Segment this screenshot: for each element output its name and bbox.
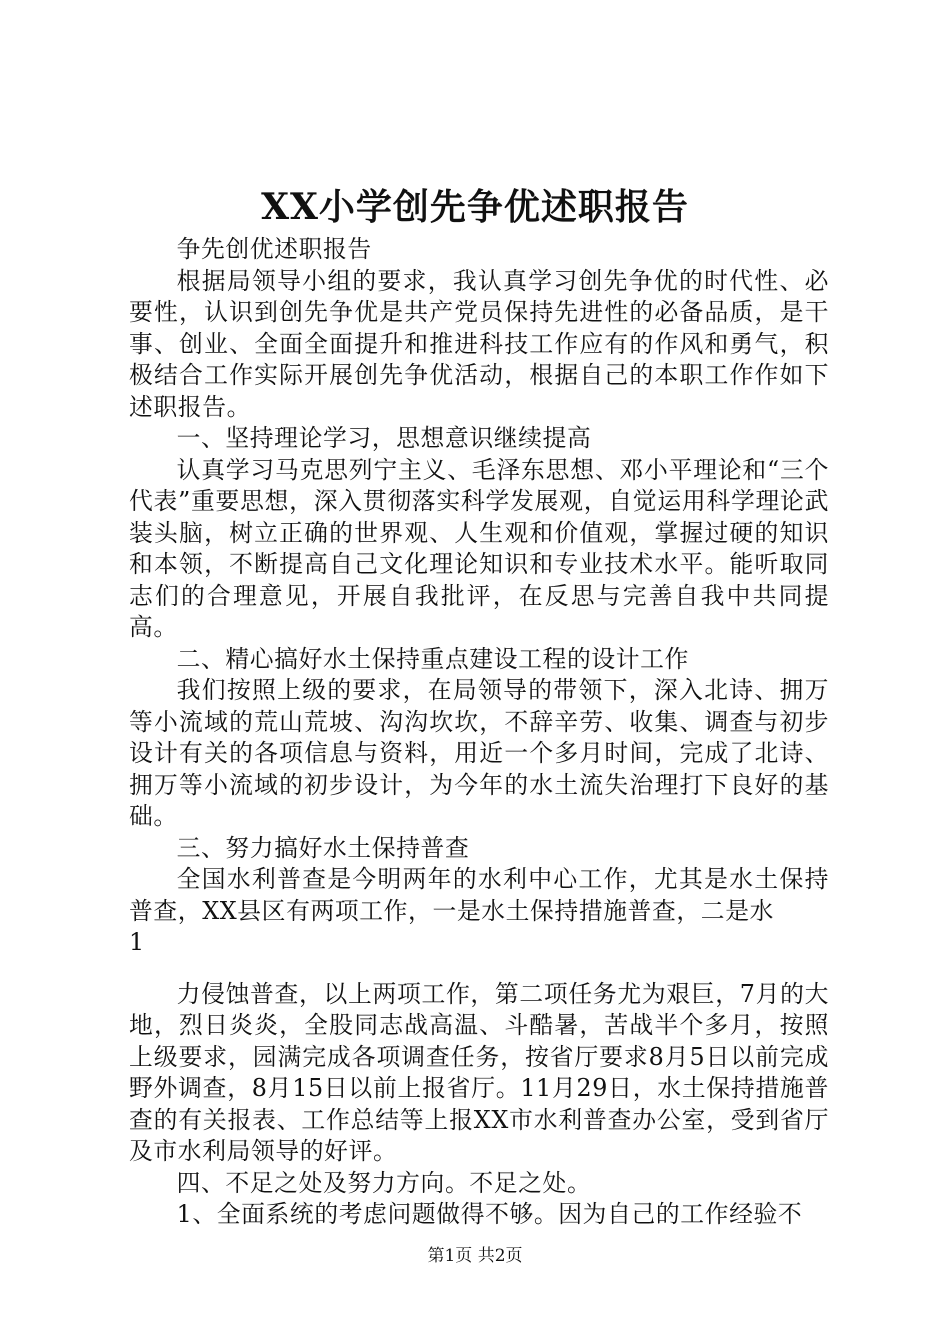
section-heading-2: 二、精心搞好水土保持重点建设工程的设计工作 <box>176 644 689 673</box>
section-heading-4: 四、不足之处及努力方向。不足之处。 <box>176 1168 592 1197</box>
document-title: XX小学创先争优述职报告 <box>261 186 689 228</box>
section-heading-1: 一、坚持理论学习，思想意识继续提高 <box>176 424 592 452</box>
inline-page-number: 1 <box>129 928 145 956</box>
document-body <box>129 234 829 1231</box>
section-heading-3: 三、努力搞好水土保持普查 <box>176 833 470 862</box>
intro-paragraph: 根据局领导小组的要求，我认真学习创先争优的时代性、必要性，认识到创先争优是共产党员保持先进性的必备品质，是干事、创业、全面全面提升和推进科技工作应有的作风和勇气，积极结合工作实际开展创先争优活动，根据自己的本职工作作如下述职报告。 <box>129 266 829 421</box>
report-subtitle: 争先创优述职报告 <box>176 235 372 263</box>
section-paragraph-2: 我们按照上级的要求，在局领导的带领下，深入北诗、拥万等小流域的荒山荒坡、沟沟坎坎，不辞辛劳、收集、调查与初步设计有关的各项信息与资料，用近一个多月时间，完成了北诗、拥万等小流域的初步设计，为今年的水土流失治理打下良好的基础。 <box>129 676 829 830</box>
section-paragraph-3: 全国水利普查是今明两年的水利中心工作，尤其是水土保持普查，XX县区有两项工作，一是水土保持措施普查，二是水 <box>129 865 829 925</box>
section-paragraph-1: 认真学习马克思列宁主义、毛泽东思想、邓小平理论和“三个代表”重要思想，深入贯彻落实科学发展观，自觉运用科学理论武装头脑，树立正确的世界观、人生观和价值观，掌握过硬的知识和本领，不断提高自己文化理论知识和专业技术水平。能听取同志们的合理意见，开展自我批评，在反思与完善自我中共同提高。 <box>129 455 829 641</box>
page-footer: 第1页 共2页 <box>427 1246 523 1266</box>
section-paragraph-3-continued: 力侵蚀普查，以上两项工作，第二项任务尤为艰巨，7月的大地，烈日炎炎，全股同志战高温、斗酷暑，苦战半个多月，按照上级要求，园满完成各项调查任务，按省厅要求8月5日以前完成野外调查，8月15日以前上报省厅。11月29日，水土保持措施普查的有关报表、工作总结等上报XX市水利普查办公室，受到省厅及市水利局领导的好评。 <box>129 979 829 1165</box>
shortcoming-item-1: 1、全面系统的考虑问题做得不够。因为自己的工作经验不 <box>176 1200 803 1228</box>
